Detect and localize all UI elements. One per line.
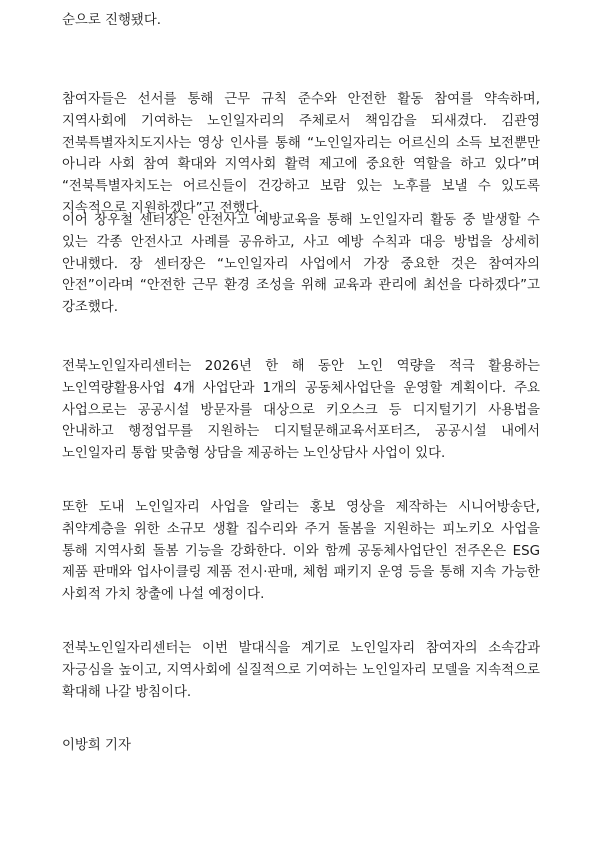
article-paragraph-5: 또한 도내 노인일자리 사업을 알리는 홍보 영상을 제작하는 시니어방송단, 취약계층을 위한 소규모 생활 집수리와 주거 돌봄을 지원하는 피노키오 사업을 통해 지역사회 돌봄 기능을 강화한다. 이와 함께 공동체사업단인 전주온은 ESG 제품 판매와 업사이클링 제품 전시·판매, 체험 패키지 운영 등을 통해 지속 가능한 사회적 가치 창출에 나설 예정이다.	[62, 500, 540, 603]
article-paragraph-4: 전북노인일자리센터는 2026년 한 해 동안 노인 역량을 적극 활용하는 노인역량활용사업 4개 사업단과 1개의 공동체사업단을 운영할 계획이다. 주요 사업으로는 공공시설 방문자를 대상으로 키오스크 등 디지털기기 사용법을 안내하고 행정업무를 지원하는 디지털문해교육서포터즈, 공공시설 내에서 노인일자리 통합 맞춤형 상담을 제공하는 노인상담사 사업이 있다.	[62, 359, 540, 462]
article-paragraph-2: 참여자들은 선서를 통해 근무 규칙 준수와 안전한 활동 참여를 약속하며, 지역사회에 기여하는 노인일자리의 주체로서 책임감을 되새겼다. 김관영 전북특별자치도지사는 영상 인사를 통해 “노인일자리는 어르신의 소득 보전뿐만 아니라 사회 참여 확대와 지역사회 활력 제고에 중요한 역할을 하고 있다”며 “전북특별자치도는 어르신들이 건강하고 보람 있는 노후를 보낼 수 있도록 지속적으로 지원하겠다”고 전했다.	[62, 92, 540, 216]
article-paragraph-6: 전북노인일자리센터는 이번 발대식을 계기로 노인일자리 참여자의 소속감과 자긍심을 높이고, 지역사회에 실질적으로 기여하는 노인일자리 모델을 지속적으로 확대해 나갈 방침이다.	[62, 641, 540, 700]
article-byline: 이방희 기자	[62, 738, 131, 753]
article-paragraph-1: 순으로 진행됐다.	[62, 13, 162, 28]
article-paragraph-3: 이어 장우철 센터장은 안전사고 예방교육을 통해 노인일자리 활동 중 발생할 수 있는 각종 안전사고 사례를 공유하고, 사고 예방 수칙과 대응 방법을 상세히 안내했다. 장 센터장은 “노인일자리 사업에서 가장 중요한 것은 참여자의 안전”이라며 “안전한 근무 환경 조성을 위해 교육과 관리에 최선을 다하겠다”고 강조했다.	[62, 213, 540, 316]
